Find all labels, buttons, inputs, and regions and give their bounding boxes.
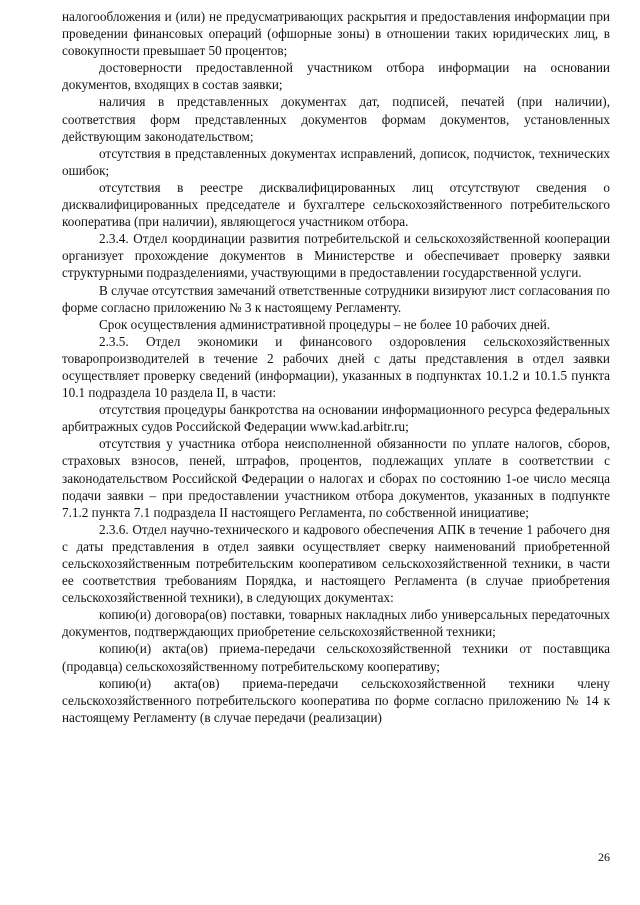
paragraph-no-corrections: отсутствия в представленных документах исправлений, дописок, подчисток, технических ошибок; <box>62 145 610 178</box>
paragraph-procedure-term: Срок осуществления административной процедуры – не более 10 рабочих дней. <box>99 316 551 332</box>
paragraph-dates-signatures: наличия в представленных документах дат, подписей, печатей (при наличии), соответствия форм представленных документов формам документов, установленных действующим законодательством; <box>62 94 610 144</box>
paragraph-acceptance-acts-member: копию(и) акта(ов) приема-передачи сельскохозяйственной техники члену сельскохозяйственного потребительского кооператива по форме согласно приложению № 14 к настоящему Регламенту (в случае передачи (реализации) <box>62 675 610 725</box>
paragraph-no-bankruptcy: отсутствия процедуры банкротства на основании информационного ресурса федеральных арбитражных судов Российской Федерации www.kad.arbitr.ru; <box>62 402 610 435</box>
paragraph-no-tax-debt: отсутствия у участника отбора неисполненной обязанности по уплате налогов, сборов, страховых взносов, пеней, штрафов, процентов, подлежащих уплате в соответствии с законодательством Российской Федерации о налогах и сборах по состоянию 1-ое число месяца подачи заявки – при предоставлении участником отбора документов, указанных в подпункте 7.1.2 пункта 7.1 подраздела II настоящего Регламента, по собственной инициативе; <box>62 436 610 520</box>
paragraph-info-reliability: достоверности предоставленной участником отбора информации на основании документов, входящих в состав заявки; <box>62 60 610 93</box>
page-number: 26 <box>598 850 610 864</box>
paragraph-disqualified-registry: отсутствия в реестре дисквалифицированных лиц отсутствуют сведения о дисквалифицированных председателе и бухгалтере сельскохозяйственного потребительского кооператива (при наличии), являющегося участником отбора. <box>62 179 610 230</box>
paragraph-no-remarks: В случае отсутствия замечаний ответственные сотрудники визируют лист согласования по форме согласно приложению № 3 к настоящему Регламенту. <box>62 282 610 315</box>
paragraph-2-3-5: 2.3.5. Отдел экономики и финансового оздоровления сельскохозяйственных товаропроизводителей в течение 2 рабочих дней с даты представления в отдел заявки осуществляет проверку сведений (информации), указанных в подпунктах 10.1.2 и 10.1.5 пункта 10.1 подраздела 10 раздела II, в части: <box>62 333 610 401</box>
paragraph-supply-contracts: копию(и) договора(ов) поставки, товарных накладных либо универсальных передаточных документов, подтверждающих приобретение сельскохозяйственной техники; <box>62 607 610 640</box>
paragraph-offshore-continuation: налогообложения и (или) не предусматривающих раскрытия и предоставления информации при проведении финансовых операций (офшорные зоны) в отношении таких юридических лиц, в совокупности превышает 50 процентов; <box>62 9 610 59</box>
paragraph-2-3-6: 2.3.6. Отдел научно-технического и кадрового обеспечения АПК в течение 1 рабочего дня с даты представления в отдел заявки осуществляет сверку наименований приобретенной сельскохозяйственным потребительским кооперативом сельскохозяйственной техники, в части ее соответствия требованиям Порядка, и настоящего Регламента (в случае приобретения сельскохозяйственной техники), в следующих документах: <box>62 521 610 606</box>
paragraph-acceptance-acts-supplier: копию(и) акта(ов) приема-передачи сельскохозяйственной техники от поставщика (продавца) сельскохозяйственному потребительскому кооперативу; <box>62 641 610 674</box>
paragraph-2-3-4: 2.3.4. Отдел координации развития потребительской и сельскохозяйственной кооперации организует прохождение документов в Министерстве и обеспечивает проверку заявки структурными подразделениями, участвующими в предоставлении государственной услуги. <box>62 231 610 281</box>
